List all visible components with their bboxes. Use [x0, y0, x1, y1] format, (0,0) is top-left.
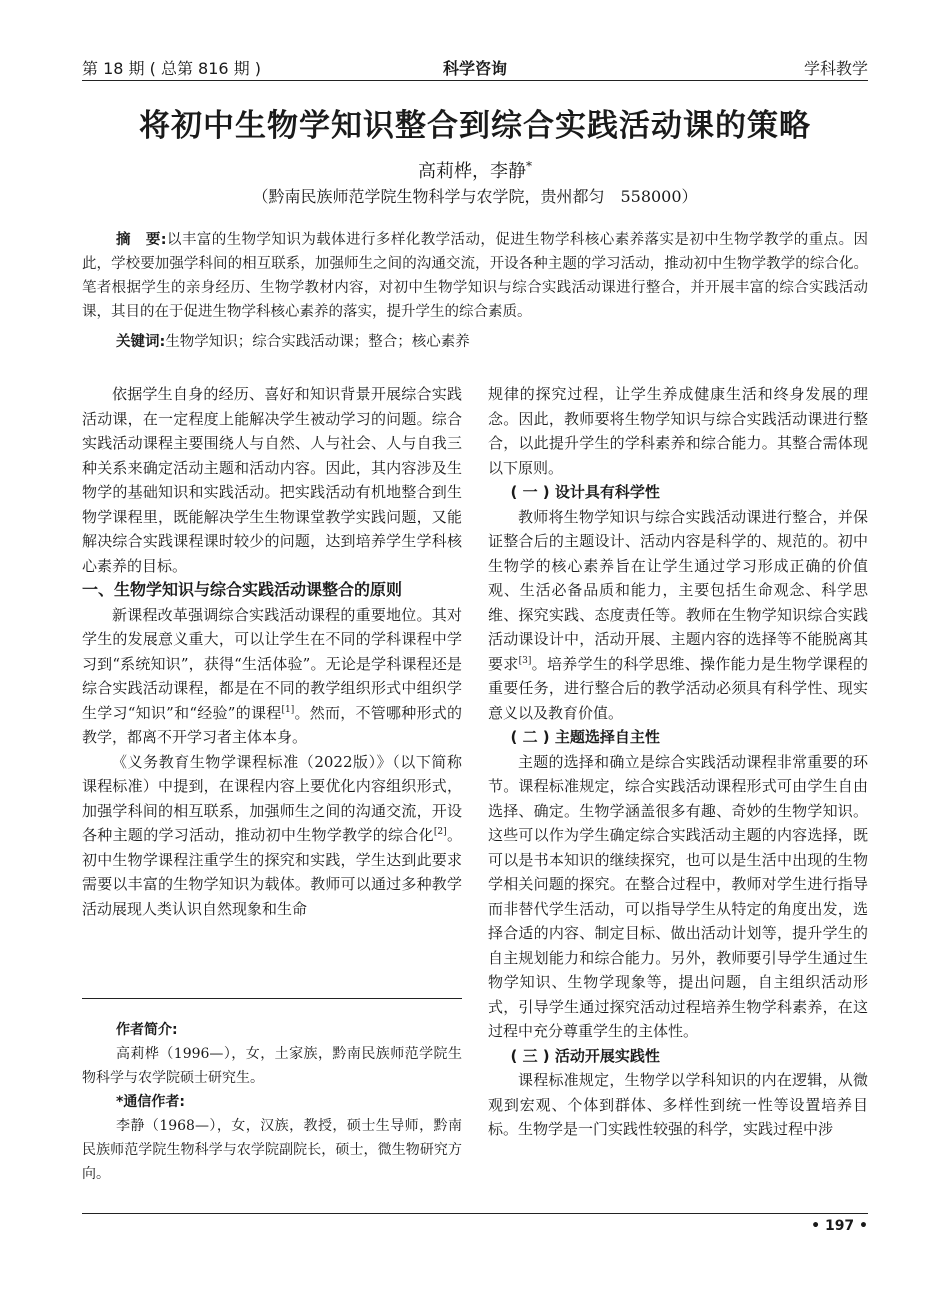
- header-rule: [82, 80, 868, 81]
- abstract: [82, 228, 868, 324]
- section-name: 学科教学: [803, 59, 868, 78]
- affiliation: （黔南民族师范学院生物科学与农学院，贵州都匀 558000）: [252, 187, 698, 206]
- paragraph-text: 。初中生物学课程注重学生的探究和实践，学生达到此要求需要以丰富的生物学知识为载体。教师可以通过多种教学活动展现人类认识自然现象和生命: [82, 826, 462, 918]
- paragraph-text: 新课程改革强调综合实践活动课程的重要地位。其对学生的发展意义重大，可以让学生在不同的学科课程中学习到“系统知识”，获得“生活体验”。无论是学科课程还是综合实践活动课程，都是在不同的教学组织形式中组织学生学习“知识”和“经验”的课程: [82, 605, 462, 722]
- citation-2: [2]: [433, 827, 447, 837]
- issue-info: 第 18 期 ( 总第 816 期 ): [82, 59, 261, 78]
- paragraph-text: 。培养学生的科学思维、操作能力是生物学课程的重要任务，进行整合后的教学活动必须具有科学性、现实意义以及教育价值。: [488, 654, 868, 722]
- paragraph: [488, 505, 868, 726]
- paragraph: 依据学生自身的经历、喜好和知识背景开展综合实践活动课，在一定程度上能解决学生被动学习的问题。综合实践活动课程主要围绕人与自然、人与社会、人与自我三种关系来确定活动主题和活动内容。因此，其内容涉及生物学的基础知识和实践活动。把实践活动有机地整合到生物学课程里，既能解决学生生物课堂教学实践问题，又能解决综合实践课程课时较少的问题，达到培养学生学科核心素养的目标。: [82, 385, 462, 575]
- abstract-label: 摘 要:: [116, 232, 167, 248]
- footer-rule: [82, 1213, 868, 1214]
- paragraph-text: 教师将生物学知识与综合实践活动课进行整合，并保证整合后的主题设计、活动内容是科学的、规范的。初中生物学的核心素养旨在让学生通过学习形成正确的价值观、生活必备品质和能力，主要包括生命观念、科学思维、探究实践、态度责任等。教师在生物学知识综合实践活动课设计中，活动开展、主题内容的选择等不能脱离其要求: [488, 507, 868, 673]
- left-column: [82, 382, 462, 921]
- subsection-heading-3: ( 三 ) 活动开展实践性: [510, 1046, 660, 1065]
- paragraph: 规律的探究过程，让学生养成健康生活和终身发展的理念。因此，教师要将生物学知识与综合实践活动课进行整合，以此提升学生的学科素养和综合能力。其整合需体现以下原则。: [488, 385, 868, 477]
- subsection-heading-2: ( 二 ) 主题选择自主性: [510, 728, 660, 746]
- paragraph: 主题的选择和确立是综合实践活动课程非常重要的环节。课程标准规定，综合实践活动课程形式可由学生自由选择、确定。生物学涵盖很多有趣、奇妙的生物学知识。这些可以作为学生确定综合实践活动主题的内容选择，既可以是书本知识的继续探究，也可以是生活中出现的生物学相关问题的探究。在整合过程中，教师对学生进行指导而非替代学生活动，可以指导学生从特定的角度出发，选择合适的内容、制定目标、做出活动计划等，提升学生的自主规划能力和综合能力。另外，教师要引导学生通过生物学知识、生物学现象等，提出问题，自主组织活动形式，引导学生通过探究活动过程培养生物学科素养，在这过程中充分尊重学生的主体性。: [488, 752, 868, 1040]
- subsection-heading-1: ( 一 ) 设计具有科学性: [510, 483, 660, 501]
- paragraph: [82, 750, 462, 922]
- abstract-text: 以丰富的生物学知识为载体进行多样化教学活动，促进生物学科核心素养落实是初中生物学教学的重点。因此，学校要加强学科间的相互联系，加强师生之间的沟通交流，开设各种主题的学习活动，推动初中生物学教学的综合化。笔者根据学生的亲身经历、生物学教材内容，对初中生物学知识与综合实践活动课进行整合，并开展丰富的综合实践活动课，其目的在于促进生物学科核心素养的落实，提升学生的综合素质。: [82, 232, 868, 320]
- article-title: 将初中生物学知识整合到综合实践活动课的策略: [139, 108, 811, 144]
- corresponding-author-bio: 李静（1968—），女，汉族，教授，硕士生导师，黔南民族师范学院生物科学与农学院副院长，硕士，微生物研究方向。: [82, 1118, 462, 1182]
- author-line: [0, 157, 950, 183]
- right-column: [488, 382, 868, 1142]
- citation-3: [3]: [518, 655, 532, 666]
- author-intro-label: 作者简介:: [116, 1022, 178, 1038]
- footnote-rule: [82, 998, 462, 999]
- keywords-text: 生物学知识；综合实践活动课；整合；核心素养: [165, 334, 470, 350]
- keywords-label: 关键词:: [116, 334, 166, 350]
- journal-name: 科学咨询: [442, 59, 507, 78]
- corresponding-author-label: *通信作者:: [116, 1094, 185, 1110]
- paragraph-text: 。然而，不管哪种形式的教学，都离不开学习者主体本身。: [82, 703, 462, 746]
- paragraph: [82, 603, 462, 750]
- section-heading-1: 一、生物学知识与综合实践活动课整合的原则: [82, 580, 403, 599]
- running-header: [82, 52, 868, 80]
- author-intro: 高莉桦（1996—），女，土家族，黔南民族师范学院生物科学与农学院硕士研究生。: [82, 1046, 462, 1086]
- page-number: • 197 •: [811, 1218, 868, 1234]
- author-names: 高莉桦，李静: [418, 161, 526, 182]
- paragraph: 课程标准规定，生物学以学科知识的内在逻辑，从微观到宏观、个体到群体、多样性到统一性等设置培养目标。生物学是一门实践性较强的科学，实践过程中涉: [488, 1071, 868, 1138]
- keywords: [116, 330, 868, 354]
- corresponding-mark: *: [526, 159, 532, 173]
- author-footnote: [82, 1018, 462, 1186]
- citation-1: [1]: [281, 704, 295, 715]
- paragraph-text: 《义务教育生物学课程标准（2022版）》（以下简称课程标准）中提到，在课程内容上要优化内容组织形式，加强学科间的相互联系，加强师生之间的沟通交流，开设各种主题的学习活动，推动初中生物学教学的综合化: [82, 752, 462, 844]
